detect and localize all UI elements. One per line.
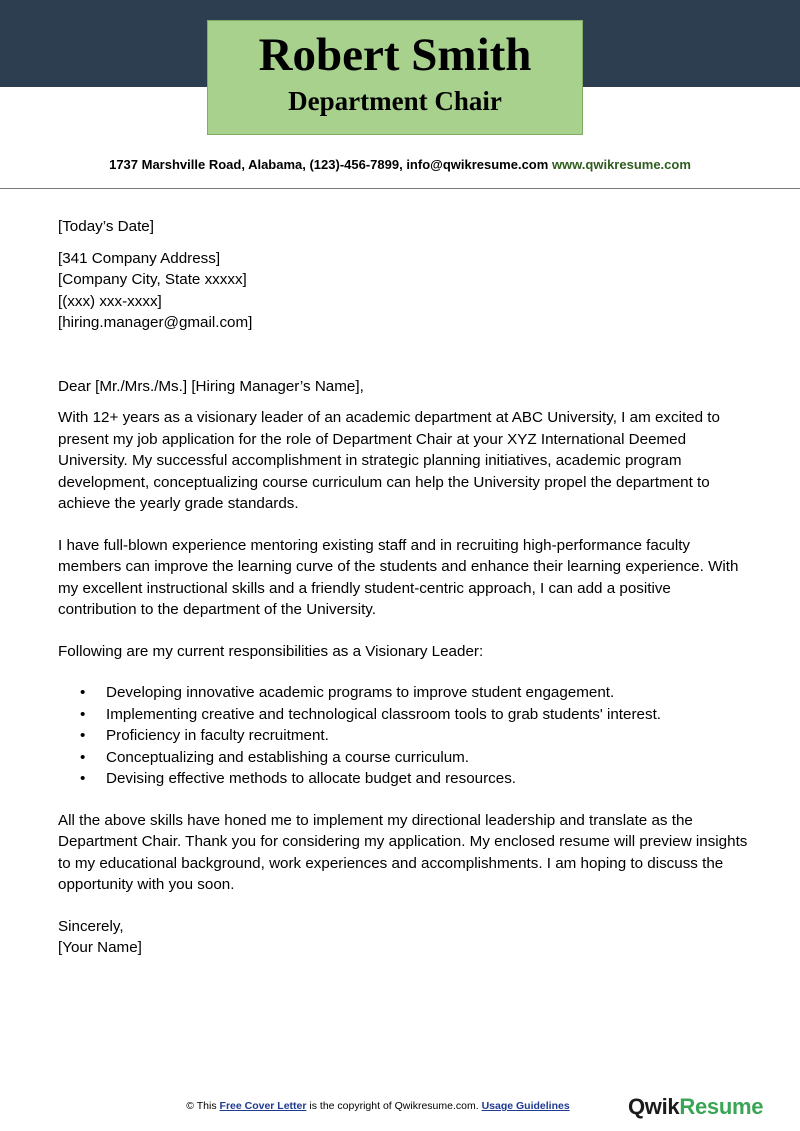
sign-off: Sincerely, xyxy=(58,917,124,935)
contact-details: 1737 Marshville Road, Alabama, (123)-456-7899, info@qwikresume.com xyxy=(109,157,549,172)
footer-prefix: © This xyxy=(186,1100,217,1112)
list-item xyxy=(58,704,748,726)
footer-copyright-text: is the copyright of Qwikresume.com. xyxy=(309,1100,479,1112)
recipient-address: [341 Company Address] xyxy=(58,249,221,267)
logo-part-resume: Resume xyxy=(679,1094,764,1119)
list-item-text: Developing innovative academic programs to improve student engagement. xyxy=(106,684,615,701)
list-item-text: Devising effective methods to allocate budget and resources. xyxy=(106,770,517,787)
paragraph-intro: With 12+ years as a visionary leader of an academic department at ABC University, I am excited to present my job application for the role of Department Chair at your XYZ International Deemed University. My successful accomplishment in strategic planning initiatives, academic program development, conceptualizing course curriculum can help the University propel the department to achieve the yearly grade standards. xyxy=(58,409,720,512)
recipient-city: [Company City, State xxxxx] xyxy=(58,271,247,288)
paragraph-responsibilities-lead: Following are my current responsibilities as a Visionary Leader: xyxy=(58,642,484,660)
bullet-icon: • xyxy=(80,748,86,766)
paragraph-experience: I have full-blown experience mentoring existing staff and in recruiting high-performance faculty members can improve the learning curve of the students and enhance their learning experience. With my excellent instructional skills and a friendly student-centric approach, I can add a positive contribution to the department of the University. xyxy=(58,536,739,618)
free-cover-letter-link[interactable]: Free Cover Letter xyxy=(219,1100,307,1112)
job-title: Department Chair xyxy=(288,86,502,116)
list-item-text: Proficiency in faculty recruitment. xyxy=(106,727,329,744)
bullet-icon: • xyxy=(80,770,86,787)
list-item-text: Implementing creative and technological classroom tools to grab students' interest. xyxy=(106,705,662,723)
qwikresume-logo xyxy=(628,1093,763,1121)
recipient-email: [hiring.manager@gmail.com] xyxy=(58,314,253,331)
recipient-phone: [(xxx) xxx-xxxx] xyxy=(58,292,162,310)
list-item xyxy=(58,682,748,704)
salutation: Dear [Mr./Mrs./Ms.] [Hiring Manager’s Name], xyxy=(58,377,364,395)
website-link[interactable]: www.qwikresume.com xyxy=(551,157,691,172)
list-item xyxy=(58,747,748,769)
header-divider xyxy=(0,188,800,189)
responsibilities-list xyxy=(58,682,748,790)
list-item xyxy=(58,725,748,747)
letter-date: [Today’s Date] xyxy=(58,218,154,235)
usage-guidelines-link[interactable]: Usage Guidelines xyxy=(481,1100,570,1112)
letter-body xyxy=(58,216,748,959)
bullet-icon: • xyxy=(80,684,86,701)
bullet-icon: • xyxy=(80,705,86,723)
signature: [Your Name] xyxy=(58,939,142,956)
logo-part-qwik: Qwik xyxy=(628,1094,680,1119)
list-item xyxy=(58,768,748,790)
applicant-name: Robert Smith xyxy=(258,29,532,81)
list-item-text: Conceptualizing and establishing a course curriculum. xyxy=(106,748,470,766)
paragraph-closing: All the above skills have honed me to implement my directional leadership and translate as the Department Chair. Thank you for considering my application. My enclosed resume will preview insights to my educational background, work experiences and accomplishments. I am hoping to discuss the opportunity with you soon. xyxy=(58,811,748,893)
bullet-icon: • xyxy=(80,727,86,744)
contact-line xyxy=(0,157,800,173)
name-box xyxy=(207,20,583,135)
